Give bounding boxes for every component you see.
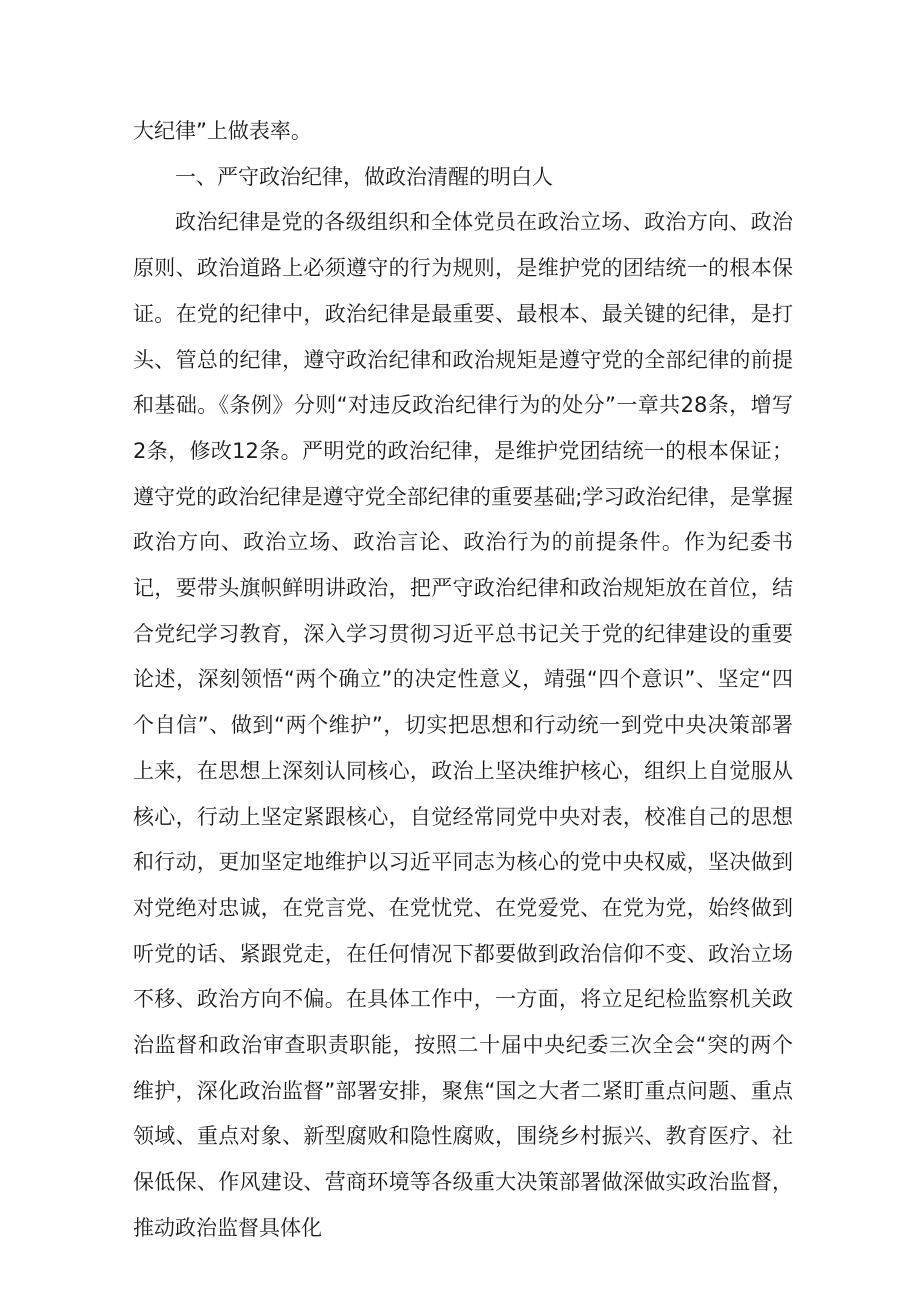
body-paragraph: 政治纪律是党的各级组织和全体党员在政治立场、政治方向、政治原则、政治道路上必须遵守的行为规则，是维护党的团结统一的根本保证。在党的纪律中，政治纪律是最重要、最根本、最关键的纪律，是打头、管总的纪律，遵守政治纪律和政治规矩是遵守党的全部纪律的前提和基础。《条例》分则“对违反政治纪律行为的处分”一章共28条，增写2条，修改12条。严明党的政治纪律，是维护党团结统一的根本保证；遵守党的政治纪律是遵守党全部纪律的重要基础;学习政治纪律，是掌握政治方向、政治立场、政治言论、政治行为的前提条件。作为纪委书记，要带头旗帜鲜明讲政治，把严守政治纪律和政治规矩放在首位，结合党纪学习教育，深入学习贯彻习近平总书记关于党的纪律建设的重要论述，深刻领悟“两个确立”的决定性意义，靖强“四个意识”、坚定“四个自信”、做到“两个维护”，切实把思想和行动统一到党中央决策部署上来，在思想上深刻认同核心，政治上坚决维护核心，组织上自觉服从核心，行动上坚定紧跟核心，自觉经常同党中央对表，校准自己的思想和行动，更加坚定地维护以习近平同志为核心的党中央权威，坚决做到对党绝对忠诚，在党言党、在党忧党、在党爱党、在党为党，始终做到听党的话、紧跟党走，在任何情况下都要做到政治信仰不变、政治立场不移、政治方向不偏。在具体工作中，一方面，将立足纪检监察机关政治监督和政治审查职责职能，按照二十届中央纪委三次全会“突的两个维护，深化政治监督”部署安排，聚焦“国之大者二紧盯重点问题、重点领域、重点对象、新型腐败和隐性腐败，围绕乡村振兴、教育医疗、社保低保、作风建设、营商环境等各级重大决策部署做深做实政治监督，推动政治监督具体化: [133, 210, 793, 1240]
document-body: [133, 109, 793, 1252]
opening-line: 大纪律”上做表率。: [133, 119, 312, 143]
section-heading: 一、严守政治纪律，做政治清醒的明白人: [175, 164, 553, 189]
